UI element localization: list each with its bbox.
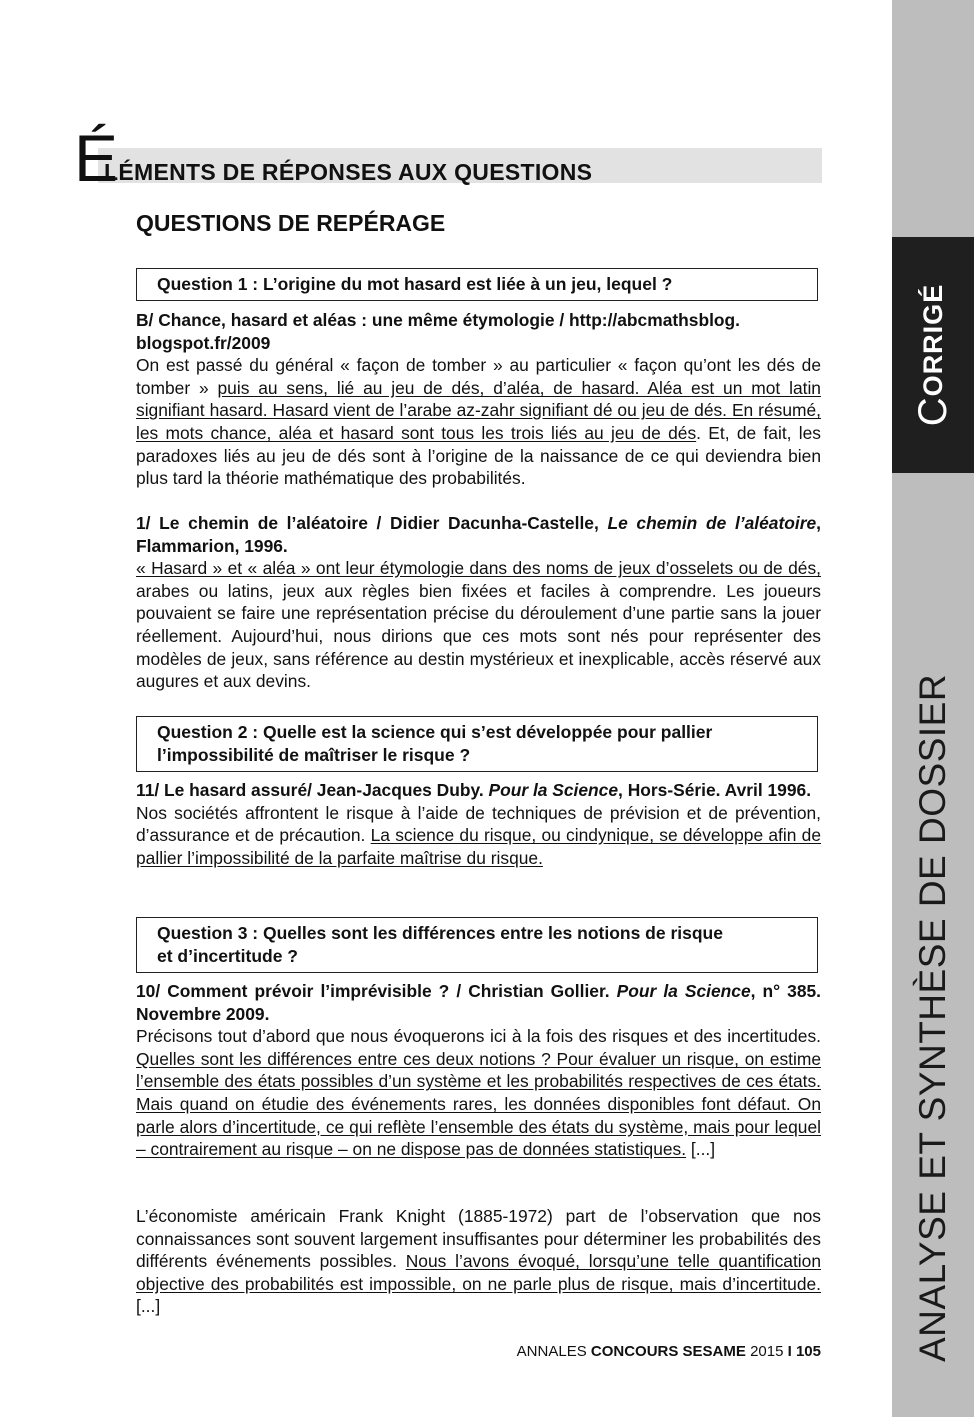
- question-3-answer-2: [136, 1205, 821, 1318]
- source-heading: 10/ Comment prévoir l’imprévisible ? / Christian Gollier. Pour la Science, n° 385. Novembre 2009.: [136, 981, 821, 1024]
- question-1-box: [136, 268, 818, 301]
- source-excerpt: On est passé du général « façon de tomber » au particulier « façon qu’ont les dés de tomber » puis au sens, lié au jeu de dés, d’aléa, de hasard. Aléa est un mot latin signifiant hasard. Hasard vient de l’arabe az-zahr signifiant dé ou jeu de dés. En résumé, les mots chance, aléa et hasard sont tous les trois liés au jeu de dés. Et, de fait, les paradoxes liés au jeu de dés sont à l’origine de la naissance de ce qui deviendra bien plus tard la théorie mathématique des probabilités.: [136, 355, 821, 489]
- source-excerpt: « Hasard » et « aléa » ont leur étymologie dans des noms de jeux d’osselets ou de dés, arabes ou latins, jeux aux règles bien fixées et faciles à comprendre. Les joueurs pouvaient se faire une représentation précise du déroulement d’une partie sans la jouer réellement. Aujourd’hui, nous dirions que ces mots sont nés pour représenter des modèles de jeux, sans référence au destin mystérieux et inexplicable, accès réservé aux augures et aux devins.: [136, 558, 821, 692]
- source-heading: B/ Chance, hasard et aléas : une même étymologie / http://abcmathsblog. blogspot.fr/2009: [136, 310, 740, 353]
- page-number: 105: [795, 1343, 821, 1360]
- page-title: LÉMENTS DE RÉPONSES AUX QUESTIONS: [104, 159, 593, 185]
- section-label: ANALYSE ET SYNTHÈSE DE DOSSIER: [912, 673, 953, 1362]
- corrige-label: [892, 237, 974, 473]
- question-2-box: Question 2 : Quelle est la science qui s’est développée pour pallier l’impossibilité de maîtriser le risque ?: [136, 716, 818, 772]
- question-3-answer: [136, 980, 821, 1161]
- title-initial: É: [74, 121, 119, 195]
- source-excerpt: L’économiste américain Frank Knight (1885-1972) part de l’observation que nos connaissances sont souvent largement insuffisantes pour déterminer les probabilités des différents événements possibles. Nous l’avons évoqué, lorsqu’une telle quantification objective des probabilités est impossible, on ne parle plus de risque, mais d’incertitude. [...]: [136, 1206, 821, 1317]
- question-2-text: Question 2 : Quelle est la science qui s’est développée pour pallier: [157, 722, 713, 742]
- question-1-answer: [136, 309, 821, 490]
- section-subtitle: QUESTIONS DE REPÉRAGE: [136, 210, 446, 236]
- question-2-answer: [136, 779, 821, 869]
- source-excerpt: Nos sociétés affrontent le risque à l’aide de techniques de prévision et de prévention, d’assurance et de précaution. La science du risque, ou cindynique, se développe afin de pallier l’impossibilité de la parfaite maîtrise du risque.: [136, 802, 822, 868]
- source-heading: 1/ Le chemin de l’aléatoire / Didier Dacunha-Castelle, Le chemin de l’aléatoire, Flammarion, 1996.: [136, 513, 821, 556]
- question-3-box: Question 3 : Quelles sont les différences entre les notions de risque et d’incertitude ?: [136, 917, 818, 973]
- question-1-text: Question 1 : L’origine du mot hasard est liée à un jeu, lequel ?: [157, 274, 673, 294]
- corrige-tab: [892, 237, 974, 473]
- page-footer: ANNALES CONCOURS SESAME 2015 I 105: [516, 1343, 821, 1360]
- corrige-initial: C: [910, 396, 955, 427]
- question-1-answer-2: [136, 512, 821, 693]
- source-excerpt: Précisons tout d’abord que nous évoquerons ici à la fois des risques et des incertitudes. Quelles sont les différences entre ces deux notions ? Pour évaluer un risque, on estime l’ensemble des états possibles d’un système et les probabilités respectives de ces états. Mais quand on étudie des événements rares, les données disponibles font défaut. On parle alors d’incertitude, ce qui reflète l’ensemble des états du système, mais pour lequel – contrairement au risque – on ne dispose pas de données statistiques. [...]: [136, 1026, 821, 1160]
- source-heading: 11/ Le hasard assuré/ Jean-Jacques Duby. Pour la Science, Hors-Série. Avril 1996.: [136, 780, 812, 800]
- corrige-rest: ORRIGÉ: [917, 283, 948, 397]
- question-3-text: Question 3 : Quelles sont les différences entre les notions de risque: [157, 923, 723, 943]
